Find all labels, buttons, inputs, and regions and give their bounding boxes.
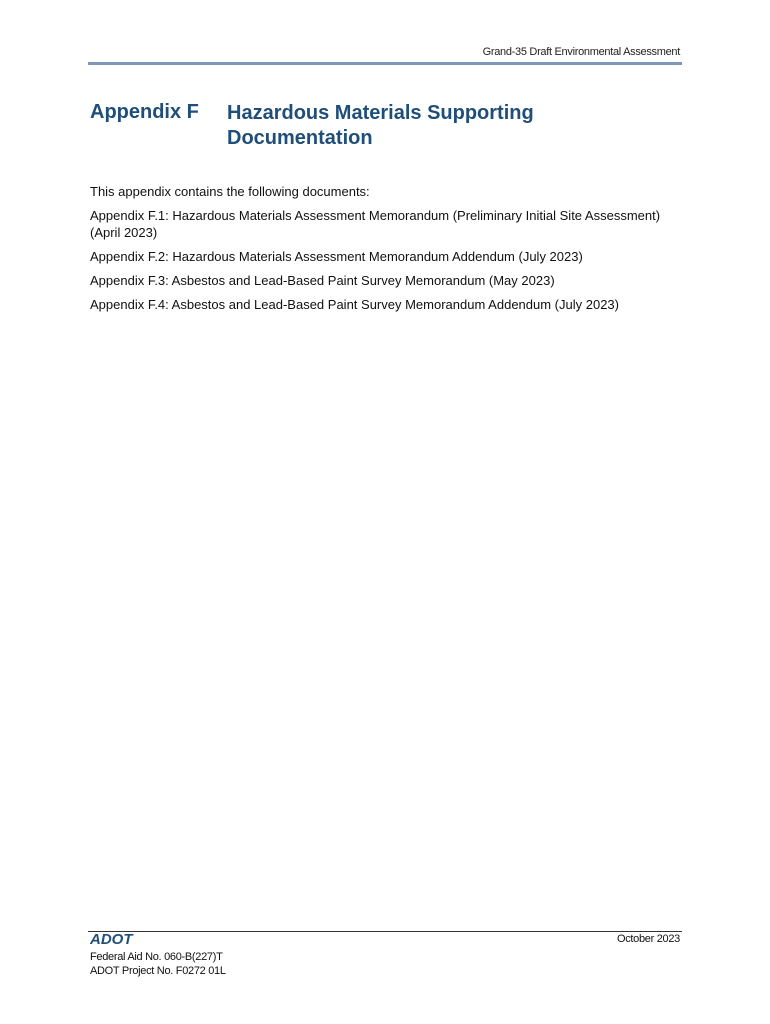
document-body	[90, 183, 690, 320]
adot-logo	[90, 930, 152, 948]
appendix-title: Hazardous Materials Supporting Documentation	[227, 102, 534, 149]
header-divider	[88, 62, 682, 65]
appendix-item-f2: Appendix F.2: Hazardous Materials Assessment Memorandum Addendum (July 2023)	[90, 249, 583, 264]
footer-project-info	[90, 950, 226, 978]
appendix-label: Appendix F	[90, 101, 199, 123]
appendix-item-f3: Appendix F.3: Asbestos and Lead-Based Paint Survey Memorandum (May 2023)	[90, 273, 555, 288]
footer-date: October 2023	[616, 933, 680, 945]
federal-aid-number: Federal Aid No. 060-B(227)T	[90, 951, 223, 963]
running-header: Grand-35 Draft Environmental Assessment	[482, 46, 680, 58]
appendix-item-f4: Appendix F.4: Asbestos and Lead-Based Paint Survey Memorandum Addendum (July 2023)	[90, 297, 619, 312]
adot-project-number: ADOT Project No. F0272 01L	[90, 965, 226, 977]
adot-logo-text: ADOT	[90, 931, 133, 948]
appendix-item-f1: Appendix F.1: Hazardous Materials Assessment Memorandum (Preliminary Initial Site Assessment) (April 2023)	[90, 208, 661, 240]
footer-divider	[88, 931, 682, 932]
intro-paragraph: This appendix contains the following documents:	[90, 184, 370, 199]
